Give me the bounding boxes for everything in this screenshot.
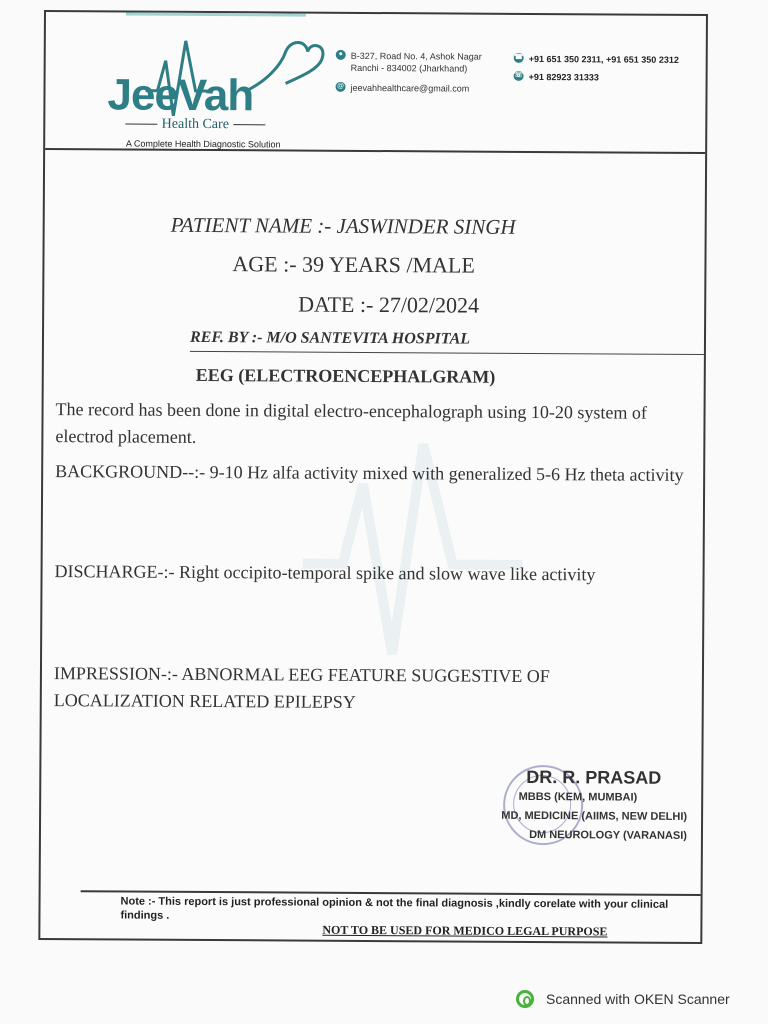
email-icon: @	[336, 82, 346, 92]
address-line-2: Ranchi - 834002 (Jharkhand)	[350, 62, 468, 74]
report-page	[38, 10, 708, 944]
scanner-label: Scanned with OKEN Scanner	[546, 991, 730, 1007]
background-paragraph: BACKGROUND--:- 9-10 Hz alfa activity mixed with generalized 5-6 Hz theta activity	[55, 461, 684, 485]
location-pin-icon: ●	[336, 50, 346, 60]
record-paragraph: The record has been done in digital electro-encephalograph using 10-20 system of electrod placement.	[55, 399, 647, 447]
logo-wordmark: JeeVah	[107, 70, 254, 121]
report-date: DATE :- 27/02/2024	[298, 291, 480, 318]
address-line-1: B-327, Road No. 4, Ashok Nagar	[350, 50, 482, 62]
email-block	[335, 82, 469, 95]
phone-line-2: +91 82923 31333	[528, 71, 599, 83]
doctor-qualification-3: DM NEUROLOGY (VARANASI)	[529, 828, 688, 842]
footer-box	[80, 890, 700, 940]
phone-block-1	[514, 53, 679, 66]
phone-block-2	[514, 71, 599, 84]
disclaimer-note: Note :- This report is just professional opinion & not the final diagnosis ,kindly corelate with your clinical findings .	[120, 895, 669, 922]
signature-block	[477, 767, 687, 846]
email-text: jeevahhealthcare@gmail.com	[350, 82, 470, 94]
whatsapp-icon: ☏	[514, 71, 524, 81]
ref-divider	[190, 351, 704, 355]
referred-by: REF. BY :- M/O SANTEVITA HOSPITAL	[189, 328, 471, 348]
impression-paragraph: IMPRESSION-:- ABNORMAL EEG FEATURE SUGGESTIVE OF LOCALIZATION RELATED EPILEPSY	[53, 663, 550, 712]
phone-icon: ☎	[514, 53, 524, 63]
phone-line-1: +91 651 350 2311, +91 651 350 2312	[528, 53, 679, 65]
patient-name: PATIENT NAME :- JASWINDER SINGH	[170, 212, 516, 239]
oken-scanner-icon	[516, 990, 534, 1008]
clinic-logo	[95, 20, 336, 153]
doctor-name: DR. R. PRASAD	[526, 766, 662, 788]
legal-notice: NOT TO BE USED FOR MEDICO LEGAL PURPOSE	[322, 922, 608, 939]
address-block	[336, 50, 482, 75]
patient-age: AGE :- 39 YEARS /MALE	[232, 251, 475, 278]
scanner-watermark	[516, 990, 730, 1008]
doctor-qualification-2: MD, MEDICINE (AIIMS, NEW DELHI)	[501, 809, 688, 823]
report-title: EEG (ELECTROENCEPHALGRAM)	[195, 364, 496, 387]
logo-subtitle: Health Care	[95, 116, 295, 133]
discharge-paragraph: DISCHARGE-:- Right occipito-temporal spike and slow wave like activity	[54, 561, 596, 585]
top-strip	[126, 13, 306, 17]
logo-tagline: A Complete Health Diagnostic Solution	[125, 138, 281, 150]
doctor-qualification-1: MBBS (KEM, MUMBAI)	[518, 790, 638, 804]
